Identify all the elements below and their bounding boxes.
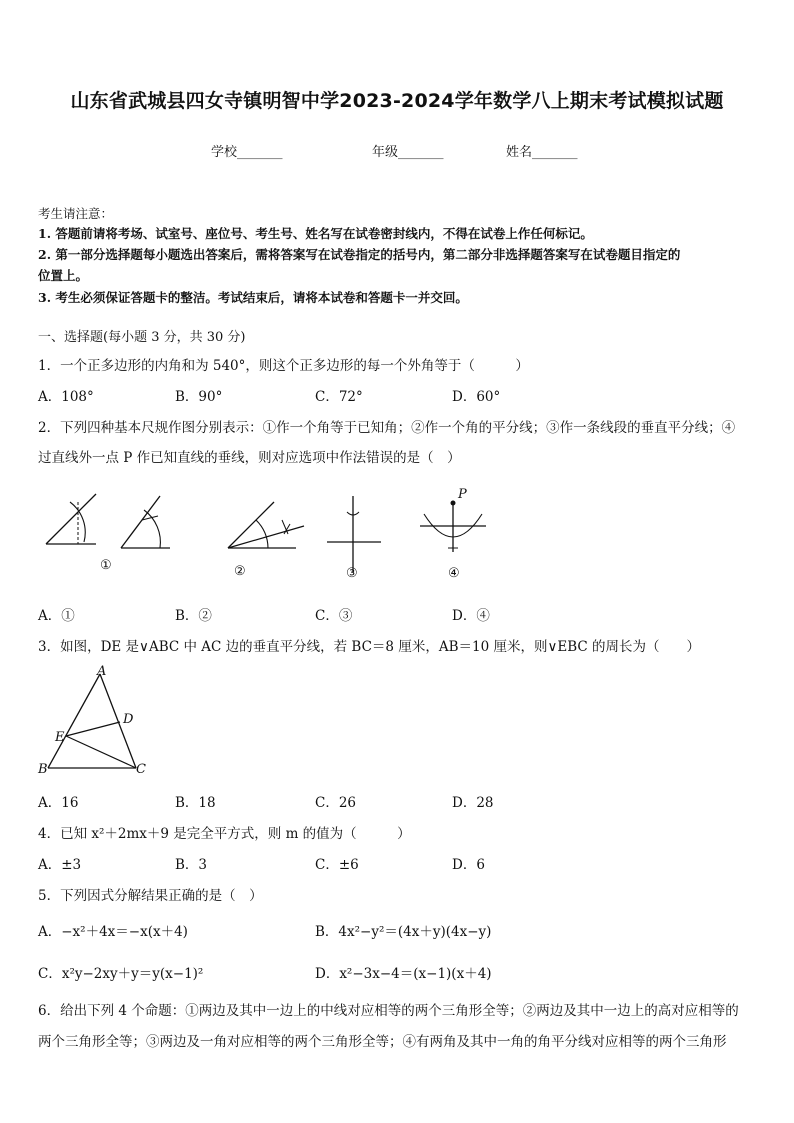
q3-triangle-figure: [38, 662, 168, 782]
notice-item-2: 2. 第一部分选择题每小题选出答案后，需将答案写在试卷指定的括号内，第二部分非选择题答案写在试卷题目指定的: [38, 247, 681, 262]
notice-heading: 考生请注意：: [38, 206, 114, 221]
page-title: 山东省武城县四女寺镇明智中学2023-2024学年数学八上期末考试模拟试题: [70, 90, 724, 112]
q2-figure-1b: [118, 490, 178, 560]
q2-label-2: ②: [234, 564, 246, 579]
q1-option-c: C．72°: [315, 389, 363, 405]
q3-label-a: A: [97, 664, 107, 679]
notice-item-1: 1. 答题前请将考场、试室号、座位号、考生号、姓名写在试卷密封线内，不得在试卷上作任何标记。: [38, 226, 593, 241]
q1-option-a: A．108°: [38, 389, 94, 405]
q3-label-d: D: [123, 712, 134, 727]
q4-option-b: B．3: [175, 857, 208, 873]
q4-option-d: D．6: [452, 857, 485, 873]
q2-figure-3: [325, 496, 385, 576]
q5-option-c: C．x²y−2xy＋y＝y(x−1)²: [38, 966, 204, 982]
q3-label-e: E: [55, 730, 65, 745]
q3-label-b: B: [38, 762, 48, 777]
grade-field: 年级_______: [372, 145, 444, 160]
q4-option-c: C．±6: [315, 857, 359, 873]
question-6-stem-line1: 6．给出下列 4 个命题：①两边及其中一边上的中线对应相等的两个三角形全等；②两边及其中一边上的高对应相等的: [38, 1003, 739, 1019]
q2-option-d: D．④: [452, 608, 490, 624]
q2-label-1: ①: [100, 558, 112, 573]
question-5-stem: 5．下列因式分解结果正确的是（ ）: [38, 888, 263, 904]
q1-option-d: D．60°: [452, 389, 501, 405]
q5-option-a: A．−x²＋4x＝−x(x＋4): [38, 924, 188, 940]
school-field: 学校_______: [211, 145, 283, 160]
q3-option-a: A．16: [38, 795, 79, 811]
question-3-stem: 3．如图，DE 是∨ABC 中 AC 边的垂直平分线，若 BC＝8 厘米，AB＝10 厘米，则∨EBC 的周长为（ ）: [38, 639, 700, 655]
notice-item-3: 3. 考生必须保证答题卡的整洁。考试结束后，请将本试卷和答题卡一并交回。: [38, 290, 468, 305]
question-2-stem-line2: 过直线外一点 P 作已知直线的垂线，则对应选项中作法错误的是（ ）: [38, 450, 461, 466]
q1-option-b: B．90°: [175, 389, 223, 405]
q2-label-4: ④: [448, 566, 460, 581]
question-2-stem-line1: 2．下列四种基本尺规作图分别表示：①作一个角等于已知角；②作一个角的平分线；③作一条线段的垂直平分线；④: [38, 420, 736, 436]
notice-item-2-cont: 位置上。: [38, 268, 89, 283]
q3-option-d: D．28: [452, 795, 494, 811]
q2-figure-4: [418, 486, 488, 566]
q5-option-b: B．4x²−y²＝(4x＋y)(4x−y): [315, 924, 492, 940]
question-4-stem: 4．已知 x²＋2mx＋9 是完全平方式，则 m 的值为（ ）: [38, 826, 411, 842]
q5-option-d: D．x²−3x−4＝(x−1)(x＋4): [315, 966, 492, 982]
q3-option-b: B．18: [175, 795, 216, 811]
q4-option-a: A．±3: [38, 857, 82, 873]
q2-option-a: A．①: [38, 608, 75, 624]
q2-option-c: C．③: [315, 608, 353, 624]
name-field: 姓名_______: [506, 145, 578, 160]
q2-label-3: ③: [346, 566, 358, 581]
q3-label-c: C: [136, 762, 146, 777]
q2-option-b: B．②: [175, 608, 212, 624]
q2-point-p-label: P: [458, 487, 467, 502]
question-6-stem-line2: 两个三角形全等；③两边及一角对应相等的两个三角形全等；④有两角及其中一角的角平分线对应相等的两个三角形: [38, 1034, 727, 1050]
q2-figure-1: [44, 480, 104, 550]
q3-option-c: C．26: [315, 795, 357, 811]
q2-figure-2: [226, 490, 306, 560]
question-1-stem: 1．一个正多边形的内角和为 540°，则这个正多边形的每一个外角等于（ ）: [38, 358, 529, 374]
section-heading: 一、选择题(每小题 3 分，共 30 分): [38, 330, 246, 345]
